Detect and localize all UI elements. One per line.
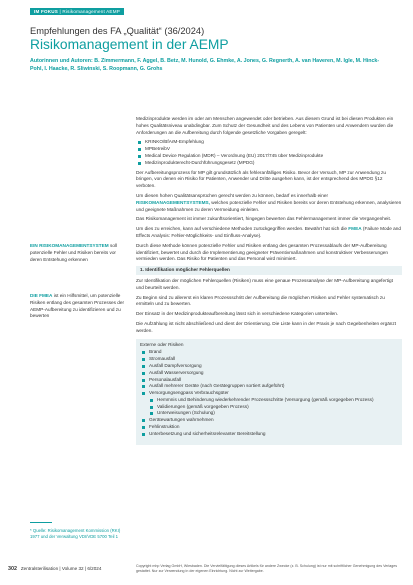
journal-name: Zentralsterilisation | Volume 32 | 6/2024 [20, 566, 102, 571]
intro-paragraph: Medizinprodukte werden im oder am Menschen angewendet oder betrieben. Aus diesem Grund ist bei diesen Produkten ein hohes Qualitätsniveau unabdingbar. Zum Schutz der Gesundheit und des Lebens von Patienten und Anwendern wurden die Anforderungen an die Aufbereitung durch folgende gesetzliche Vorgaben geregelt: [136, 116, 394, 135]
risk-list [140, 349, 398, 437]
footnote: * Quelle: Risikomanagement Kommission (RKI) 1977 und der Verwaltung VDI/VDE 5700 Teil 1 [30, 528, 121, 539]
text-span: Um dies zu erreichen, kann auf verschiedene Methoden zurückgegriffen werden. Bewährt hat sich die [136, 226, 347, 232]
list-item: Ausfall mehrerer Geräte (nach Gerätegruppen sortiert aufgeführt) [140, 383, 398, 390]
page-footer [8, 566, 406, 572]
body-paragraph: Der Aufbereitungsprozess für MP gilt grundsätzlich als fehleranfälliges Risiko. Bevor der Versuch, MP zur Anwendung zu bringen, von denen ein Risiko für Patienten, Anwender und Dritte ausgehen kann, ist der entsprechend des MPDG §12 verboten. [136, 169, 386, 189]
list-item: Stromausfall [140, 356, 398, 363]
list-item: Versorgungsengpass Verbrauchsgüter [140, 390, 398, 397]
list-item: Medical Device Regulation (MDR) – Verordnung (EU) 2017/745 über Medizinprodukte [136, 153, 402, 160]
box-title: Externe oder Risiken [140, 341, 184, 347]
article-title: Risikomanagement in der AEMP [30, 37, 229, 52]
body-paragraph: Durch diese Methode können potenzielle Fehler und Risiken entlang des gesamten Prozessablaufs der MP-Aufbereitung identifiziert, bewertet und durch die Implementierung geeigneter Präventivmaßnahmen und konstruktiver Verbesserungen vermieden werden. Das Risiko für Patienten und das Personal wird minimiert. [136, 242, 388, 262]
body-paragraph: Die Aufzählung ist nicht abschließend und dient der Orientierung. Die Liste kann in der Praxis je nach Gegebenheiten ergänzt werden. [136, 320, 397, 333]
margin-note-label: DIE FMEA [30, 293, 53, 298]
body-paragraph [136, 193, 402, 213]
body-paragraph: Zur Identifikation der möglichen Fehlerquellen (Risiken) muss eine genaue Prozessanalyse der MP-Aufbereitung angefertigt und beurteilt werden. [136, 277, 393, 290]
body-paragraph: Zu Beginn sind zu allererst ein klaren Prozessschritt der Aufbereitung die möglichen Risiken und Fehler systematisch zu ermitteln und zu bewerten. [136, 294, 385, 307]
list-item: Gerätewartungen wahrnehmen [140, 417, 398, 424]
text-span: welches potenzielle Fehler und Risiken bereits vor deren Entstehung erkennen, analysieren und geeignete Maßnahmen zu deren Vermeidung einleiten. [136, 199, 402, 212]
list-item: Personalausfall [140, 377, 398, 384]
list-item: Validierungen (gemäß vorgegeben Prozess) [140, 404, 398, 411]
main-column [136, 116, 402, 445]
margin-note-text: ist ein Hilfsmittel, um potenzielle Risiken entlang des gesamten Prozesses der AEMP-Aufbereitung zu identifizieren und zu bewerten [30, 293, 125, 319]
section-tag-label: IM FOKUS [34, 9, 59, 14]
list-item: Medizinprodukterecht-Durchführungsgesetz (MPDG) [136, 160, 402, 167]
body-paragraph: Der Einsatz in der Medizinprodukteaufbereitung lässt sich in verschiedene Kategorien unterteilen. [136, 311, 339, 317]
risk-info-box [136, 339, 402, 445]
list-item: MPBetreibV [136, 146, 402, 153]
list-item: Ausfall Wasserversorgung [140, 370, 398, 377]
keyword-highlight: FMEA [348, 226, 362, 232]
list-item: Brand [140, 349, 398, 356]
page-number: 302 [8, 566, 17, 572]
list-item: KRINKO/BfArM-Empfehlung [136, 139, 402, 146]
text-span: Um diesen hohen Qualitätsansprüchen gerecht werden zu können, bedarf es innerhalb einer [136, 192, 329, 198]
margin-note-label: EIN RISIKOMANAGEMENTSYSTEM [30, 243, 109, 248]
law-list [136, 139, 402, 166]
list-item: Hemmnis und Behinderung wiederkehrender Prozessschritte (Versorgung (gemäß vorgegeben Prozess) [140, 397, 398, 404]
margin-note-risk-system [30, 243, 128, 263]
margin-note-text: soll potenzielle Fehler und Risiken bereits vor deren Entstehung erkennen [30, 243, 118, 262]
section-tag: IM FOKUS | Risikomanagement AEMP [30, 8, 124, 15]
author-list: Autorinnen und Autoren: B. Zimmermann, F. Aggel, B. Betz, M. Hunold, G. Ehmke, A. Jones, G. Regnerth, A. van Haveren, M. Igle, M. Hinck-Pohl, I. Haacke, R. Sliwinski, S. Roopmann, G. Grohs [30, 58, 380, 72]
text-span: (Failure Mode and Effects Analysis: Fehler-Möglichkeits- und Einfluss-Analyse). [136, 226, 401, 238]
section-heading: 1. Identifikation möglicher Fehlerquellen [136, 266, 402, 275]
list-item: Unterweisungen (Schulung) [140, 410, 398, 417]
body-paragraph: Das Risikomanagement ist immer zukunftsorientiert, hingegen bewerten das Fehlermanagement immer die Vergangenheit. [136, 216, 392, 222]
legal-notice: Copyright mhp Verlag GmbH, Wiesbaden. Die Vervielfältigung dieses Artikels für andere Zwecke (z. B. Schulung) ist nur mit schriftlicher Genehmigung des Verlages gestattet. Nur zur Verwendung in der eigenen Einrichtung. Nicht zur Weitergabe. [136, 564, 398, 573]
list-item: Ausfall Dampfversorgung [140, 363, 398, 370]
margin-note-fmea [30, 293, 128, 320]
list-item: Fehlinstruktion [140, 424, 398, 431]
list-item: Unterbesetzung und sicherheitsrelevanter Bereitstellung [140, 431, 398, 438]
topic-tag-label: Risikomanagement AEMP [62, 9, 120, 14]
keyword-highlight: RISIKOMANAGEMENTSYSTEMS, [136, 199, 210, 205]
footnote-rule [30, 522, 52, 523]
body-paragraph [136, 226, 402, 240]
article-subtitle: Empfehlungen des FA „Qualität“ (36/2024) [30, 26, 205, 36]
